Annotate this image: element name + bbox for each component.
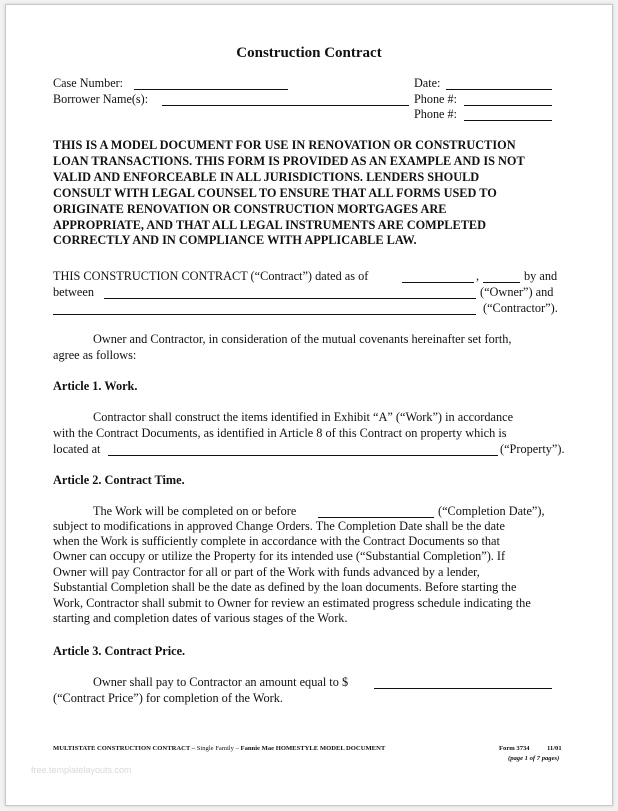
footer-page-number: (page 1 of 7 pages) — [508, 755, 560, 762]
document-page — [5, 4, 613, 806]
owner-label: (“Owner”) and — [480, 285, 554, 299]
agreement-text-line: agree as follows: — [53, 348, 137, 362]
article-3-heading: Article 3. Contract Price. — [53, 644, 186, 658]
watermark-text: free.templatelayouts.com — [31, 765, 132, 775]
completion-date-label: (“Completion Date”), — [438, 504, 545, 518]
article-1-text-line: with the Contract Documents, as identified in Article 8 of this Contract on property which is — [53, 426, 507, 440]
article-2-text-line: when the Work is sufficiently complete in accordance with the Contract Documents so that — [53, 534, 500, 548]
warning-line: CORRECTLY AND IN COMPLIANCE WITH APPLICABLE LAW. — [53, 233, 417, 248]
footer-form-name: MULTISTATE CONSTRUCTION CONTRACT – — [53, 745, 196, 752]
borrower-name-label: Borrower Name(s): — [53, 92, 149, 106]
warning-line: APPROPRIATE, AND THAT ALL LEGAL INSTRUMENTS ARE COMPLETED — [53, 217, 486, 232]
contract-price-label: (“Contract Price”) for completion of the Work. — [53, 691, 283, 705]
contractor-name-field[interactable] — [53, 314, 476, 315]
article-1-text-line: Contractor shall construct the items identified in Exhibit “A” (“Work”) in accordance — [93, 410, 514, 424]
contract-intro-text: THIS CONSTRUCTION CONTRACT (“Contract”) dated as of — [53, 269, 369, 283]
completion-date-field[interactable] — [318, 517, 434, 518]
phone-2-label: Phone #: — [414, 107, 457, 121]
contract-date-comma: , — [476, 269, 480, 283]
footer-form-date: 11/01 — [547, 745, 562, 752]
warning-line: VALID AND ENFORCEABLE IN ALL JURISDICTIONS. LENDERS SHOULD — [53, 169, 480, 184]
footer-form-source: Fannie Mae HOMESTYLE MODEL DOCUMENT — [238, 745, 386, 752]
article-2-text-line: subject to modifications in approved Change Orders. The Completion Date shall be the date — [53, 519, 505, 533]
agreement-text-line: Owner and Contractor, in consideration of the mutual covenants hereinafter set forth, — [93, 332, 512, 346]
between-text: between — [53, 285, 94, 299]
footer-form-number: Form 3734 — [499, 745, 530, 752]
phone-1-label: Phone #: — [414, 92, 457, 106]
article-1-heading: Article 1. Work. — [53, 379, 138, 393]
case-number-label: Case Number: — [53, 76, 124, 90]
article-2-text-line: Substantial Completion shall be the date as defined by the loan documents. Before starting the — [53, 580, 517, 594]
article-2-text-line: Owner can occupy or utilize the Property for its intended use (“Substantial Completion”). If — [53, 549, 506, 563]
contract-price-field[interactable] — [374, 688, 552, 689]
warning-line: CONSULT WITH LEGAL COUNSEL TO ENSURE THAT ALL FORMS USED TO — [53, 185, 497, 200]
borrower-name-field[interactable] — [162, 105, 409, 106]
footer-form-title — [53, 745, 385, 752]
property-address-field[interactable] — [108, 455, 498, 456]
article-2-text-line: Work, Contractor shall submit to Owner for review an estimated progress schedule indicating the — [53, 596, 531, 610]
case-number-field[interactable] — [134, 89, 288, 90]
date-field[interactable] — [446, 89, 552, 90]
article-2-text-line: starting and completion dates of various stages of the Work. — [53, 611, 348, 625]
warning-line: THIS IS A MODEL DOCUMENT FOR USE IN RENOVATION OR CONSTRUCTION — [53, 138, 516, 152]
contract-price-text: Owner shall pay to Contractor an amount equal to $ — [93, 675, 349, 689]
article-2-text-line: Owner will pay Contractor for all or part of the Work with funds advanced by a lender, — [53, 565, 480, 579]
contract-date-field[interactable] — [402, 282, 474, 283]
warning-line: ORIGINATE RENOVATION OR CONSTRUCTION MORTGAGES ARE — [53, 201, 447, 216]
document-title: Construction Contract — [236, 45, 382, 61]
date-label: Date: — [414, 76, 441, 90]
warning-line: LOAN TRANSACTIONS. THIS FORM IS PROVIDED AS AN EXAMPLE AND IS NOT — [53, 153, 525, 168]
completion-date-text: The Work will be completed on or before — [93, 504, 297, 518]
contract-year-field[interactable] — [483, 282, 520, 283]
footer-form-type: Single Family – — [195, 745, 239, 752]
located-at-text: located at — [53, 442, 101, 456]
phone-2-field[interactable] — [464, 120, 552, 121]
owner-name-field[interactable] — [104, 298, 476, 299]
contractor-label: (“Contractor”). — [483, 301, 558, 315]
property-label: (“Property”). — [500, 442, 565, 456]
by-and-text: by and — [524, 269, 558, 283]
article-2-heading: Article 2. Contract Time. — [53, 473, 185, 487]
model-document-warning — [53, 138, 583, 249]
phone-1-field[interactable] — [464, 105, 552, 106]
